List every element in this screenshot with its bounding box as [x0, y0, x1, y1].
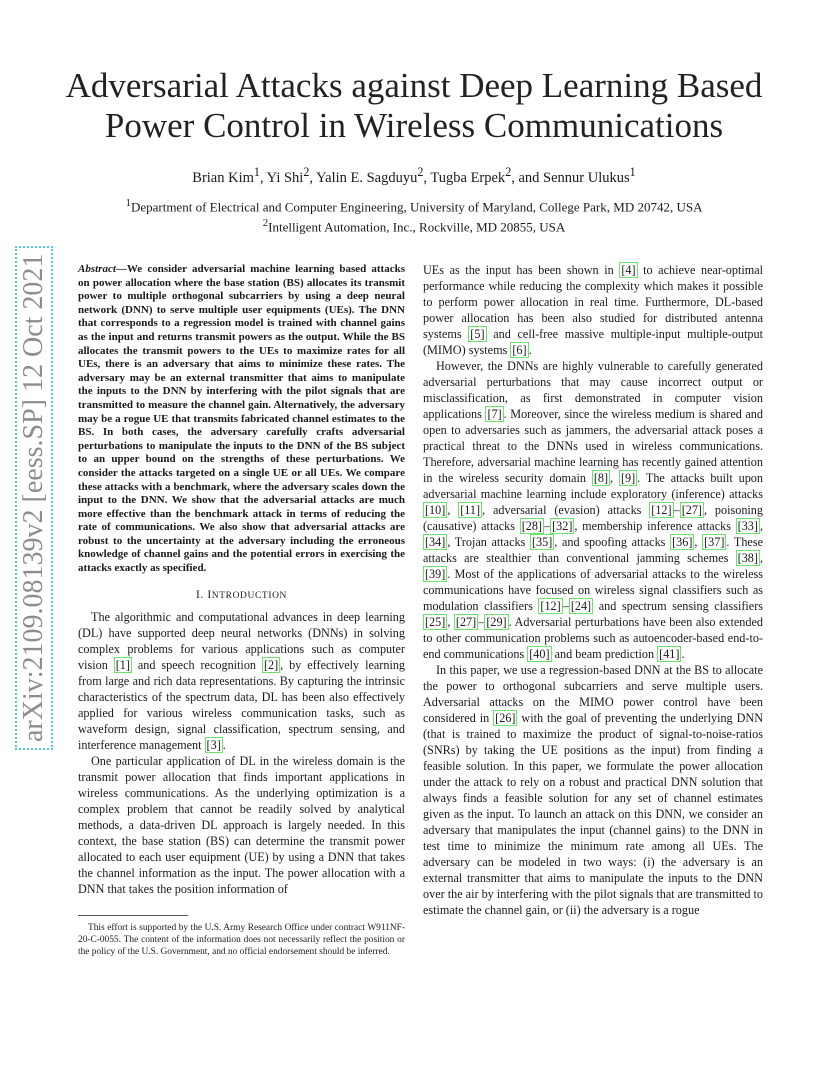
affiliation-line [60, 195, 768, 215]
author-name: Sennur Ulukus [543, 169, 630, 186]
citation-link[interactable]: [34] [425, 535, 446, 549]
author-list [80, 162, 748, 188]
author-affiliation-mark: 1 [253, 165, 260, 179]
paragraph-text: , and spoofing attacks [554, 535, 671, 549]
citation-link[interactable]: [10] [425, 503, 446, 517]
abstract-text: —We consider adversarial machine learning based attacks on power allocation where the base station (BS) allocates its transmit power to multiple orthogonal subcarriers by using a deep neural network (DNN) to serve multiple user equipments (UEs). The DNN that corresponds to a regression model is trained with channel gains as the input and returns transmit powers as the output. While the BS allocates the transmit powers to the UEs to maximize rates for all UEs, there is an adversary that aims to minimize these rates. The adversary may be an external transmitter that aims to manipulate the inputs to the DNN by interfering with the pilot signals that are transmitted to measure the channel gain. Alternatively, the adversary may be a rogue UE that transmits fabricated channel estimates to the BS. In both cases, the adversary carefully crafts adversarial perturbations to manipulate the inputs to the DNN of the BS subject to an upper bound on the strengths of these perturbations. We consider the attacks targeted on a single UE or all UEs. We compare these attacks with a benchmark, where the adversary scales down the input to the DNN. We show that the adversarial attacks are much more effective than the benchmark attack in terms of reducing the rate of communications. We also show that adversarial attacks are robust to the uncertainty at the adversary including the erroneous knowledge of channel gains and the potential errors in exercising the attacks exactly as specified. [78, 263, 405, 575]
citation-link[interactable]: [6] [512, 343, 527, 357]
paragraph-text: The algorithmic and computational advances in deep learning (DL) have supported deep neural networks (DNNs) in solving complex problems for various applications such as computer vision [78, 609, 405, 672]
footnote-rule [78, 915, 188, 916]
paragraph-text: . Moreover, since the wireless medium is shared and open to adversaries such as jammers, the adversarial attack poses a practical threat to the DNNs used in wireless communications. Therefore, adversarial machine learning has recently gained attention in the wireless security domain [423, 407, 763, 485]
author-separator: , [423, 169, 431, 186]
paragraph-text: . These attacks are stealthier than conventional jamming schemes [423, 535, 763, 565]
affiliation-mark: 2 [262, 217, 269, 230]
paragraph-text: , [694, 535, 703, 549]
intro-left-text [78, 609, 405, 897]
paper-title: Adversarial Attacks against Deep Learning Based Power Control in Wireless Communications [65, 66, 763, 145]
paragraph-text: , [759, 551, 763, 565]
citation-link[interactable]: [39] [425, 567, 446, 581]
paragraph-text: – [562, 599, 569, 613]
paragraph-text: . The attacks built upon adversarial machine learning include exploratory (inference) attacks [423, 471, 763, 501]
paragraph [78, 609, 405, 753]
citation-link[interactable]: [35] [532, 535, 553, 549]
author-separator: , [259, 169, 267, 186]
intro-right-text [423, 262, 763, 918]
citation-link[interactable]: [8] [593, 471, 609, 485]
citation-link[interactable]: [41] [659, 647, 680, 661]
paragraph-text: , [447, 615, 454, 629]
author-separator: , [309, 169, 317, 186]
paragraph-text: to achieve near-optimal performance while reducing the complexity which makes it possible to perform power allocation in real time. Furthermore, DL-based power allocation has been also studied for distributed antenna systems [423, 263, 763, 341]
citation-link[interactable]: [38] [737, 551, 758, 565]
paragraph-text: , by effectively learning from large and rich data representations. By capturing the intrinsic characteristics of the spectrum data, DL has been also effectively applied for various wireless communication tasks, such as waveform design, signal classification, spectrum sensing, and interference management [78, 657, 406, 752]
paragraph-text: and cell-free massive multiple-input multiple-output (MIMO) systems [423, 327, 763, 357]
citation-link[interactable]: [32] [552, 519, 573, 533]
author-name: Yi Shi [266, 169, 304, 186]
paragraph-text: , adversarial (evasion) attacks [482, 503, 650, 517]
citation-link[interactable]: [4] [621, 263, 636, 277]
section-heading-introduction [78, 589, 405, 601]
paragraph-text: , poisoning (causative) attacks [423, 503, 763, 533]
citation-link[interactable]: [9] [620, 471, 636, 485]
section-title: INTRODUCTION [207, 588, 288, 601]
author-affiliation-mark: 2 [417, 165, 424, 179]
citation-link[interactable]: [29] [486, 615, 507, 629]
author-affiliation-mark: 2 [303, 165, 310, 179]
citation-link[interactable]: [28] [521, 519, 542, 533]
author-affiliation-mark: 2 [505, 165, 512, 179]
left-column [78, 263, 405, 897]
citation-link[interactable]: [5] [470, 327, 485, 341]
paragraph-text: However, the DNNs are highly vulnerable to carefully generated adversarial perturbations that may cause incorrect output or misclassification, as first demonstrated in computer vision applications [423, 359, 763, 421]
paragraph-text: – [673, 503, 680, 517]
paragraph-text: and beam prediction [551, 647, 658, 661]
paragraph-text: with the goal of preventing the underlying DNN (that is trained to maximize the product of signal-to-noise-ratios (SNRs) by taking the UE positions as the input) from finding a feasible solution. In this paper, we formulate the power allocation under the attack to rely on a robust and practical DNN solution that always finds a feasible solution for any set of channel estimates given as the input. To launch an attack on this DNN, we consider an adversary that manipulates the input (channel gains) to the DNN in test time to minimize the minimum rate among all UEs. The adversary can be modeled in two ways: (i) the adversary is an external transmitter that aims to manipulate the inputs to the DNN over the air by interfering with the pilot signals that are transmitted to estimate the channel gain, or (ii) the adversary is a rogue [423, 711, 763, 917]
citation-link[interactable]: [25] [425, 615, 446, 629]
citation-link[interactable]: [37] [704, 535, 725, 549]
citation-link[interactable]: [2] [263, 657, 279, 672]
paragraph-text: , [759, 519, 763, 533]
abstract-label: Abstract [78, 263, 116, 275]
paragraph-text: . Most of the applications of adversarial attacks to the wireless communications have focused on wireless signal classifiers such as modulation classifiers [423, 567, 763, 613]
footnote: This effort is supported by the U.S. Army Research Office under contract W911NF-20-C-0055. The content of the information does not necessarily reflect the position or the policy of the U.S. Government, and no official endorsement should be inferred. [78, 923, 405, 957]
paragraph-text: , [447, 503, 459, 517]
citation-link[interactable]: [7] [487, 407, 502, 421]
author-name: Tugba Erpek [430, 169, 506, 186]
affiliation-line [60, 215, 768, 235]
citation-link[interactable]: [27] [681, 503, 702, 517]
author-name: Brian Kim [192, 169, 254, 186]
citation-link[interactable]: [24] [570, 599, 592, 613]
paragraph-text: UEs as the input has been shown in [423, 263, 620, 277]
paragraph-text: . [528, 343, 532, 357]
citation-link[interactable]: [26] [495, 711, 516, 725]
affiliation-text: Intelligent Automation, Inc., Rockville, MD 20855, USA [268, 219, 566, 235]
affiliation-mark: 1 [125, 197, 131, 209]
paragraph-text: . [222, 737, 226, 752]
paragraph-text: , membership inference attacks [574, 519, 736, 533]
paragraph [423, 358, 763, 662]
arxiv-identifier[interactable]: arXiv:2109.08139v2 [eess.SP] 12 Oct 2021 [15, 246, 53, 750]
citation-link[interactable]: [33] [737, 519, 758, 533]
citation-link[interactable]: [40] [529, 647, 550, 661]
paragraph-text: . [681, 647, 685, 661]
author-separator: , and [511, 169, 544, 186]
citation-link[interactable]: [36] [672, 535, 693, 549]
citation-link[interactable]: [12] [540, 599, 561, 613]
affiliation-text: Department of Electrical and Computer Engineering, University of Maryland, College Park, MD 20742, USA [130, 199, 703, 215]
paragraph [78, 753, 405, 897]
citation-link[interactable]: [1] [115, 657, 130, 672]
paragraph-text: . Adversarial perturbations have been also extended to other communication problems such as autoencoder-based end-to-end communications [423, 615, 764, 661]
paragraph-text: and spectrum sensing classifiers [593, 599, 763, 613]
citation-link[interactable]: [3] [206, 737, 221, 752]
paragraph-text: One particular application of DL in the wireless domain is the transmit power allocation that finds important applications in wireless communications. As the underlying optimization is a complex problem that cannot be readily solved by analytical methods, a data-driven DL approach is largely needed. In this context, the base station (BS) can determine the transmit power allocated to each user equipment (UE) by using a DNN that takes the channel information as the input. The power allocation with a DNN that takes the position information of [78, 753, 405, 896]
paragraph-text: – [544, 519, 551, 533]
paragraph-text: In this paper, we use a regression-based DNN at the BS to allocate the power to orthogonal subcarriers and serve multiple users. Adversarial attacks on the MIMO power control have been considered in [423, 663, 763, 725]
abstract [78, 263, 405, 576]
citation-link[interactable]: [27] [455, 615, 477, 629]
paragraph-text: – [478, 615, 485, 629]
section-title-smallcaps: NTRODUCTION [211, 590, 288, 601]
paragraph-text: , Trojan attacks [447, 535, 530, 549]
paragraph-text: and speech recognition [131, 657, 262, 672]
paragraph [423, 662, 763, 918]
author-affiliation-mark: 1 [629, 165, 636, 179]
citation-link[interactable]: [12] [651, 503, 672, 517]
section-number: I. [195, 588, 204, 601]
author-name: Yalin E. Sagduyu [316, 169, 418, 186]
citation-link[interactable]: [11] [460, 503, 481, 517]
paragraph-text: , [610, 471, 619, 485]
right-column [423, 262, 763, 918]
affiliations [60, 195, 768, 236]
paragraph [423, 262, 763, 358]
